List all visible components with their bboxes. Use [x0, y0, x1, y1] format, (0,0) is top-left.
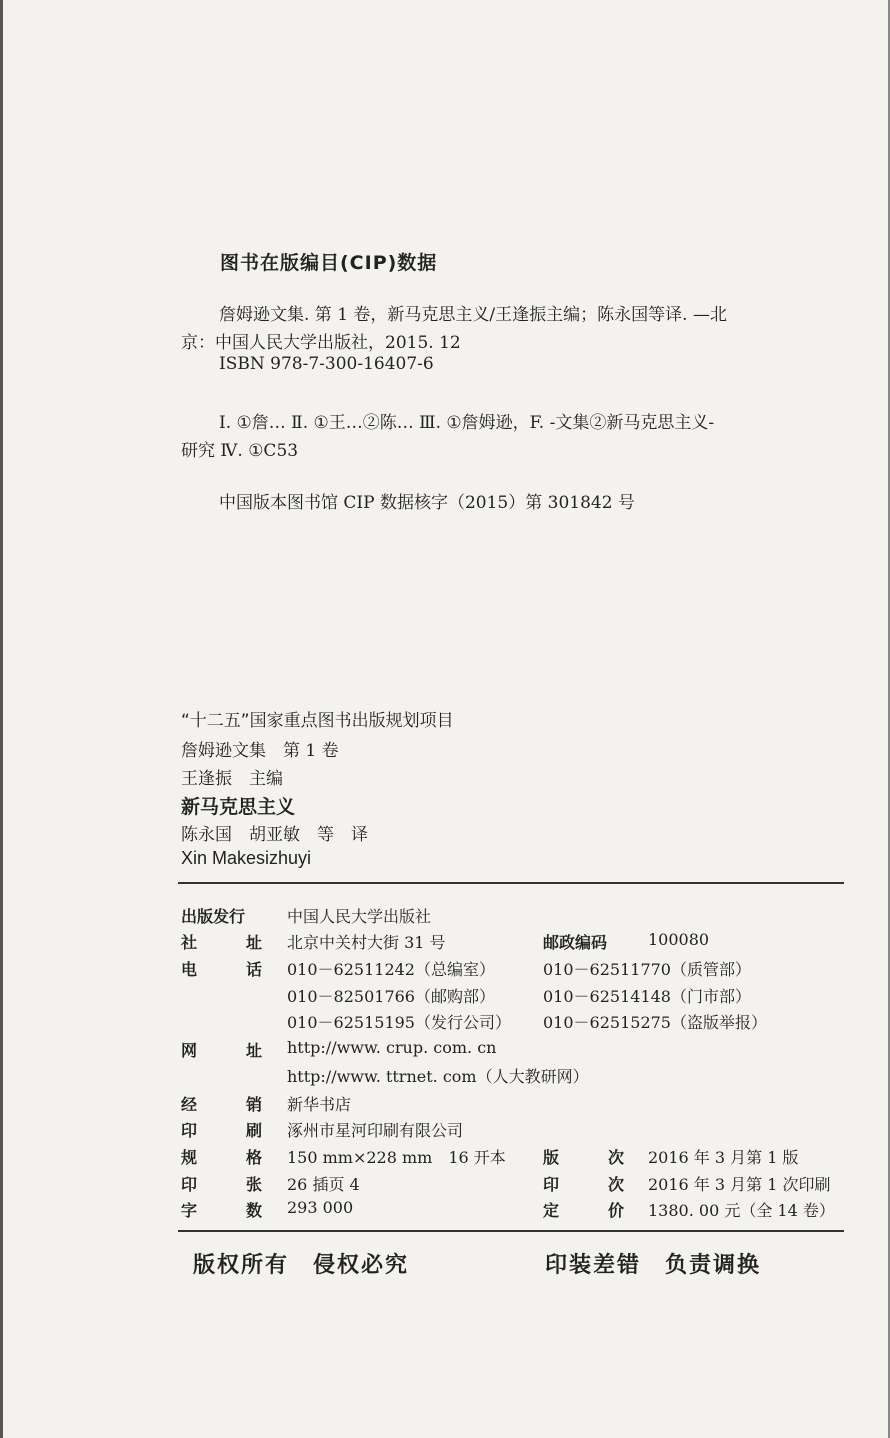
- phone-label-b: 话: [246, 960, 263, 979]
- postcode-label: 邮政编码: [543, 933, 608, 952]
- impression-value: 2016 年 3 月第 1 次印刷: [648, 1175, 831, 1194]
- misprint-notice: 印装差错 负责调换: [545, 1253, 762, 1278]
- price-label-a: 定: [543, 1201, 560, 1220]
- web-label-a: 网: [181, 1041, 198, 1060]
- cip-classification-1: Ⅰ. ①詹… Ⅱ. ①王…②陈… Ⅲ. ①詹姆逊，F. -文集②新马克思主义-: [219, 413, 715, 433]
- cip-line-2: 京：中国人民大学出版社，2015. 12: [181, 333, 461, 353]
- edition-label-b: 次: [608, 1148, 625, 1167]
- distributor-label-a: 经: [181, 1095, 198, 1114]
- impression-label-a: 印: [543, 1175, 560, 1194]
- price-value: 1380. 00 元（全 14 卷）: [648, 1201, 835, 1220]
- cip-line-1: 詹姆逊文集. 第 1 卷，新马克思主义/王逢振主编；陈永国等译. —北: [219, 305, 727, 325]
- distributor-value: 新华书店: [287, 1095, 352, 1114]
- copyright-notice: 版权所有 侵权必究: [193, 1253, 410, 1278]
- phone-retail: 010－62514148（门市部）: [543, 987, 751, 1006]
- impression-label-b: 次: [608, 1175, 625, 1194]
- address-label-a: 社: [181, 933, 198, 952]
- edition-value: 2016 年 3 月第 1 版: [648, 1148, 799, 1167]
- series-editor: 王逢振 主编: [181, 769, 283, 789]
- cip-classification-2: 研究 Ⅳ. ①C53: [181, 441, 299, 461]
- website-crup: http://www. crup. com. cn: [287, 1038, 497, 1057]
- phone-distribution: 010－62515195（发行公司）: [287, 1013, 511, 1032]
- book-title: 新马克思主义: [181, 796, 296, 818]
- divider-top: [178, 882, 844, 884]
- page-left-edge: [0, 0, 3, 1438]
- price-label-b: 价: [608, 1201, 625, 1220]
- printer-value: 涿州市星河印刷有限公司: [287, 1121, 464, 1140]
- web-label-b: 址: [246, 1041, 263, 1060]
- postcode-value: 100080: [648, 930, 710, 949]
- website-ttrnet: http://www. ttrnet. com（人大教研网）: [287, 1067, 589, 1086]
- phone-quality: 010－62511770（质管部）: [543, 960, 751, 979]
- sheets-label-b: 张: [246, 1175, 263, 1194]
- phone-editorial: 010－62511242（总编室）: [287, 960, 495, 979]
- spec-label-b: 格: [246, 1148, 263, 1167]
- phone-mail-order: 010－82501766（邮购部）: [287, 987, 495, 1006]
- publisher-value: 中国人民大学出版社: [287, 907, 432, 926]
- series-project: “十二五”国家重点图书出版规划项目: [181, 711, 454, 731]
- printer-label-a: 印: [181, 1121, 198, 1140]
- spec-label-a: 规: [181, 1148, 198, 1167]
- phone-piracy: 010－62515275（盗版举报）: [543, 1013, 767, 1032]
- printer-label-b: 刷: [246, 1121, 263, 1140]
- divider-bottom: [178, 1230, 844, 1232]
- phone-label-a: 电: [181, 960, 198, 979]
- distributor-label-b: 销: [246, 1095, 263, 1114]
- words-label-a: 字: [181, 1201, 198, 1220]
- series-collection: 詹姆逊文集 第 1 卷: [181, 741, 339, 761]
- words-label-b: 数: [246, 1201, 263, 1220]
- cip-record-number: 中国版本图书馆 CIP 数据核字（2015）第 301842 号: [219, 493, 635, 513]
- words-value: 293 000: [287, 1198, 354, 1217]
- spec-value: 150 mm×228 mm 16 开本: [287, 1148, 506, 1167]
- cip-isbn: ISBN 978-7-300-16407-6: [219, 354, 434, 374]
- edition-label-a: 版: [543, 1148, 560, 1167]
- address-value: 北京中关村大街 31 号: [287, 933, 446, 952]
- pinyin-title: Xin Makesizhuyi: [181, 848, 312, 868]
- address-label-b: 址: [246, 933, 263, 952]
- sheets-label-a: 印: [181, 1175, 198, 1194]
- sheets-value: 26 插页 4: [287, 1175, 360, 1194]
- publisher-label: 出版发行: [181, 907, 246, 926]
- cip-title: 图书在版编目(CIP)数据: [220, 252, 438, 274]
- series-translators: 陈永国 胡亚敏 等 译: [181, 825, 368, 845]
